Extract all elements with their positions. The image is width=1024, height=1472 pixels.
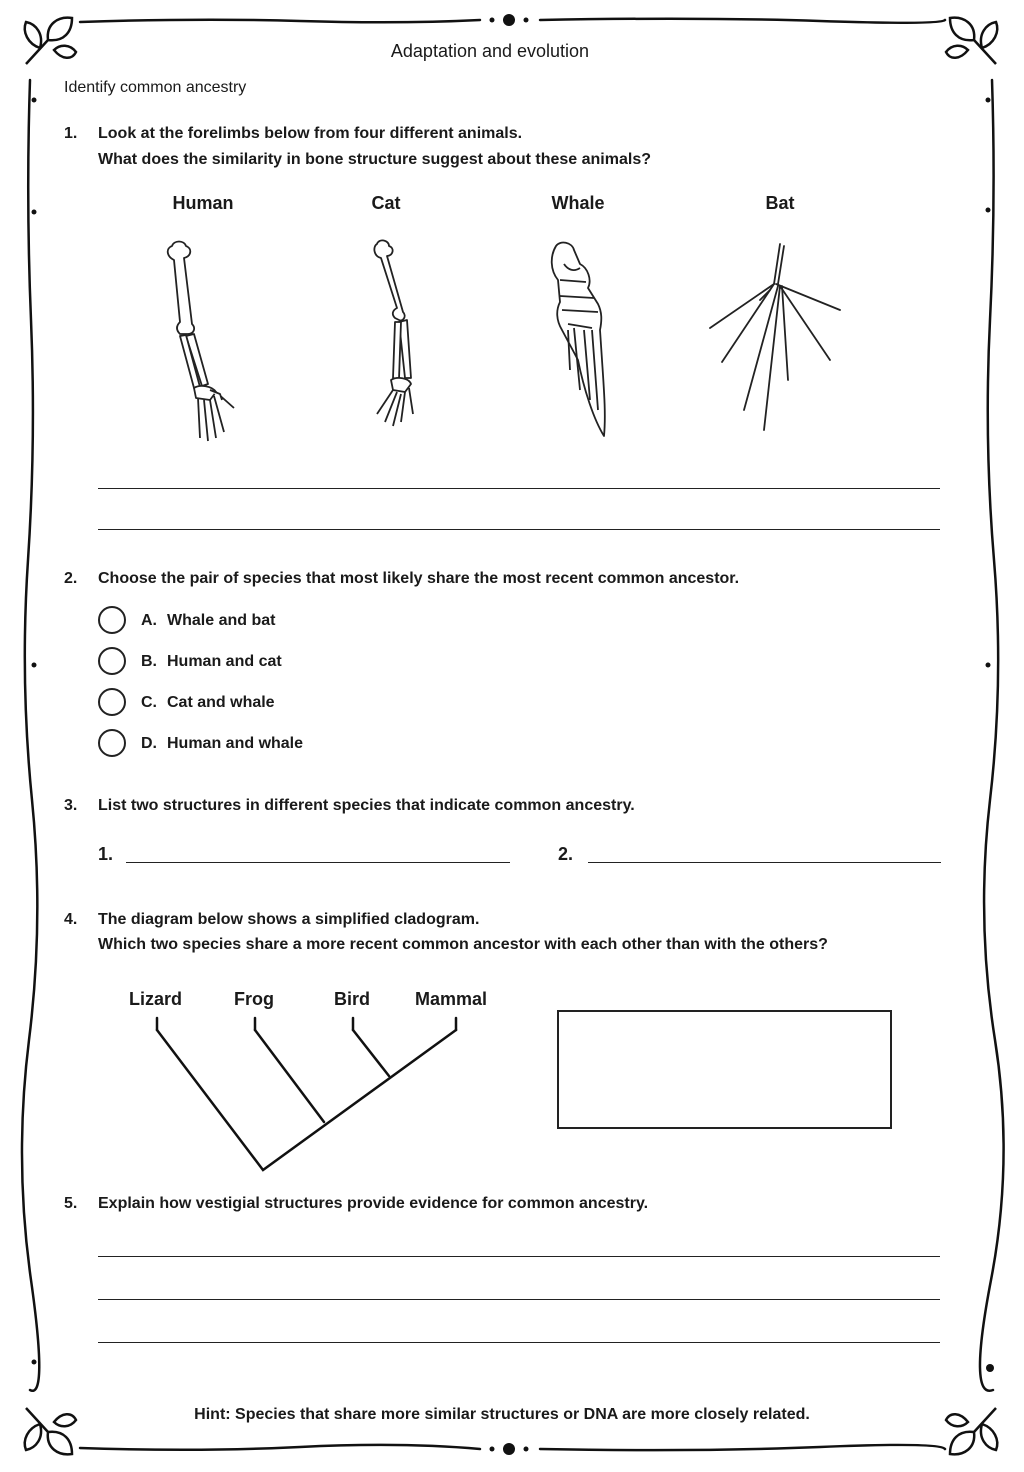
- q1-number: 1.: [64, 125, 78, 142]
- q3-blank1-line[interactable]: [126, 862, 510, 863]
- option-b-text: Human and cat: [167, 653, 282, 670]
- q3-blank2-label: 2.: [558, 844, 574, 864]
- q4-text-line1: The diagram below shows a simplified cladogram.: [98, 911, 480, 928]
- animal-label-whale: Whale: [551, 193, 605, 213]
- q3-number: 3.: [64, 797, 78, 814]
- option-c-letter: C.: [141, 694, 157, 711]
- option-d-text: Human and whale: [167, 735, 304, 752]
- q4-text-line2: Which two species share a more recent common ancestor with each other than with the others?: [98, 936, 828, 953]
- q2-number: 2.: [64, 570, 78, 587]
- cat-forelimb-image: [355, 238, 435, 438]
- q1-answer-line[interactable]: [98, 488, 940, 489]
- q1-text-line2: What does the similarity in bone structure suggest about these animals?: [98, 151, 651, 168]
- option-d-letter: D.: [141, 735, 157, 752]
- animal-label-bat: Bat: [765, 193, 795, 213]
- option-c-radio[interactable]: [98, 688, 126, 716]
- taxon-label-frog: Frog: [234, 989, 274, 1009]
- q4-number: 4.: [64, 911, 78, 928]
- q5-number: 5.: [64, 1195, 78, 1212]
- q5-answer-line[interactable]: [98, 1256, 940, 1257]
- q4-answer-box[interactable]: [557, 1010, 892, 1129]
- animal-label-cat: Cat: [371, 193, 401, 213]
- q5-text: Explain how vestigial structures provide evidence for common ancestry.: [98, 1195, 649, 1212]
- animal-label-human: Human: [172, 193, 234, 213]
- option-b-radio[interactable]: [98, 647, 126, 675]
- q5-answer-line[interactable]: [98, 1299, 940, 1300]
- option-c-text: Cat and whale: [167, 694, 275, 711]
- human-forelimb-image: [150, 238, 260, 448]
- bat-forelimb-image: [700, 240, 850, 440]
- q3-blank1-label: 1.: [98, 844, 114, 864]
- hint-text: Hint: Species that share more similar structures or DNA are more closely related.: [194, 1406, 810, 1423]
- option-b-letter: B.: [141, 653, 157, 670]
- cladogram-diagram: [140, 1010, 480, 1175]
- q2-text: Choose the pair of species that most likely share the most recent common ancestor.: [98, 570, 740, 587]
- whale-forelimb-image: [540, 240, 620, 440]
- q5-answer-line[interactable]: [98, 1342, 940, 1343]
- option-a-letter: A.: [141, 612, 157, 629]
- taxon-label-mammal: Mammal: [415, 989, 488, 1009]
- q3-blank2-line[interactable]: [588, 862, 941, 863]
- section-heading: Identify common ancestry: [64, 79, 247, 96]
- q1-answer-line[interactable]: [98, 529, 940, 530]
- page-title: Adaptation and evolution: [390, 41, 590, 61]
- taxon-label-bird: Bird: [334, 989, 370, 1009]
- option-a-text: Whale and bat: [167, 612, 276, 629]
- q1-text-line1: Look at the forelimbs below from four different animals.: [98, 125, 523, 142]
- option-a-radio[interactable]: [98, 606, 126, 634]
- q3-text: List two structures in different species that indicate common ancestry.: [98, 797, 635, 814]
- option-d-radio[interactable]: [98, 729, 126, 757]
- taxon-label-lizard: Lizard: [129, 989, 183, 1009]
